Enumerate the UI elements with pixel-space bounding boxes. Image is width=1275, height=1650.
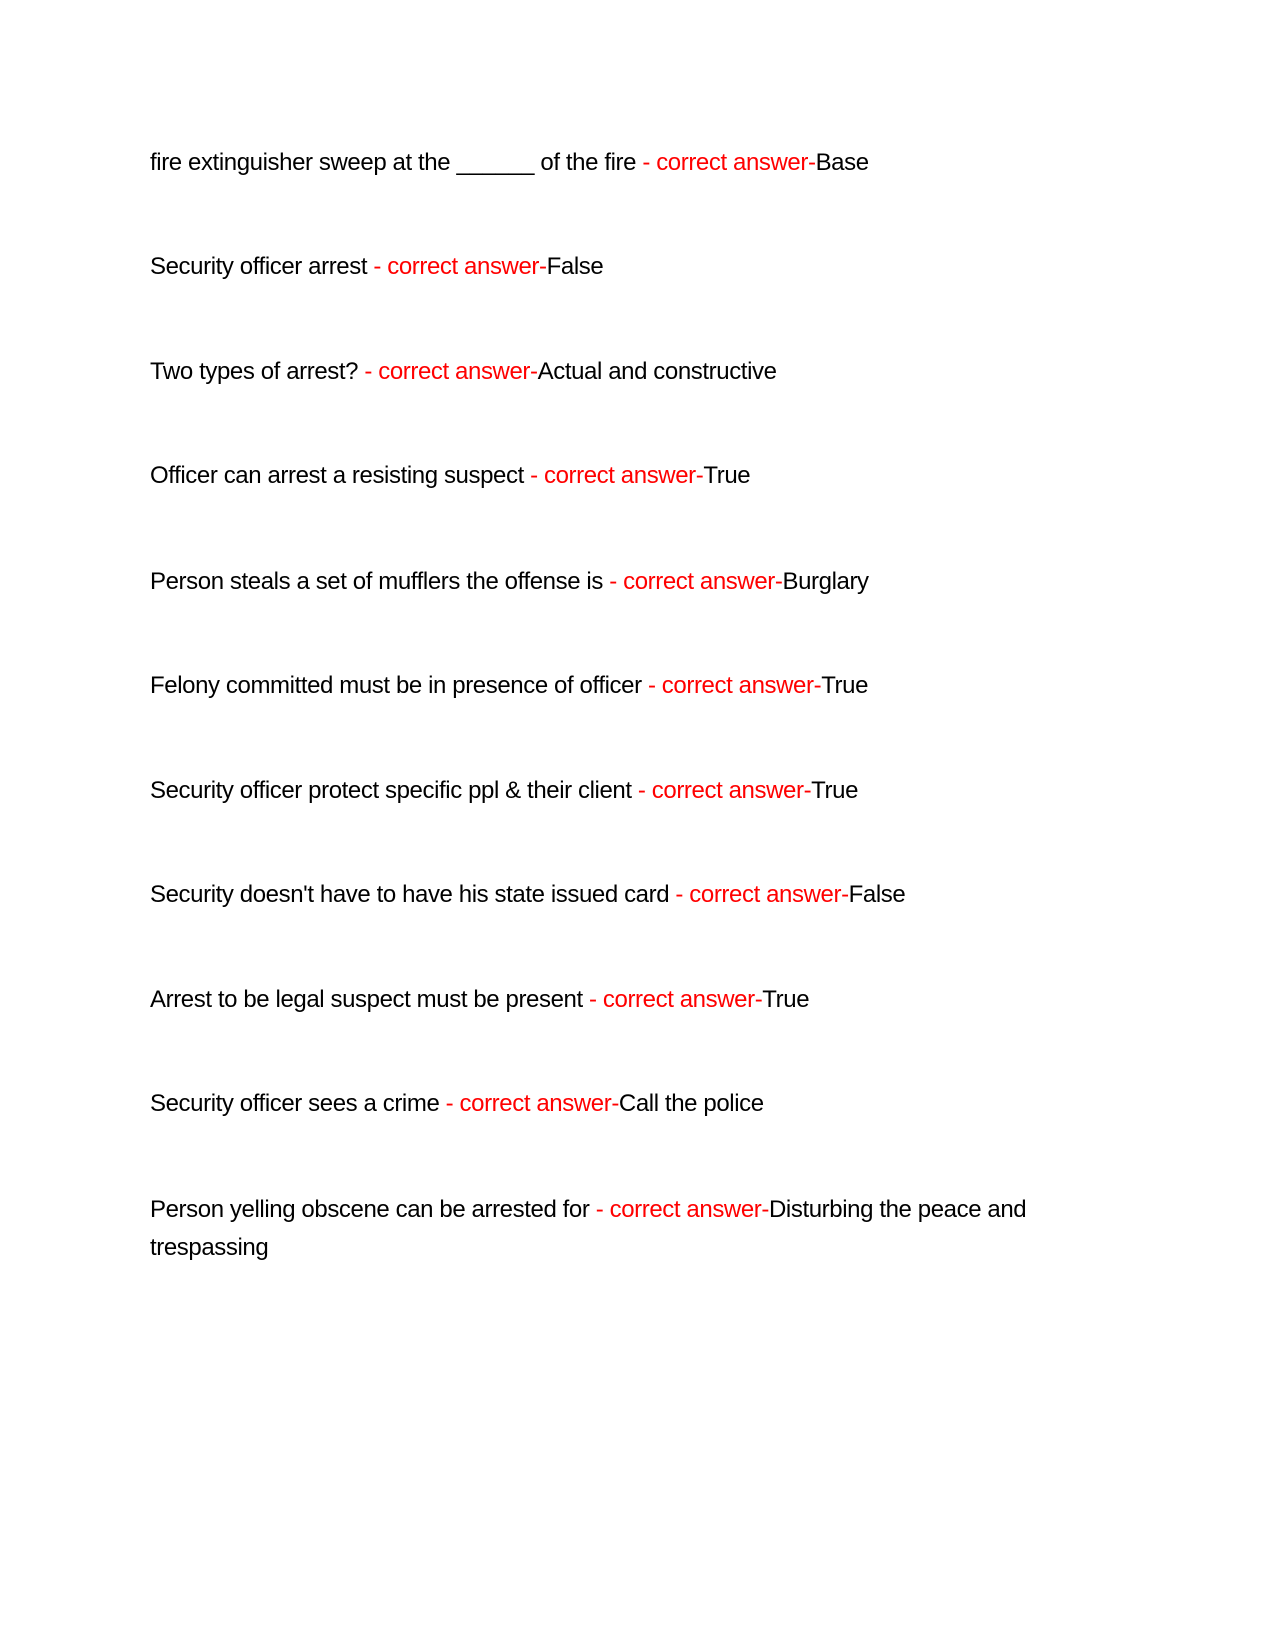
answer-text: True	[703, 462, 751, 489]
qa-item	[150, 876, 1130, 914]
correct-answer-label: - correct answer-	[358, 358, 538, 385]
answer-text: Base	[815, 149, 869, 176]
correct-answer-label: - correct answer-	[631, 777, 812, 804]
qa-item	[150, 353, 1130, 391]
qa-item	[150, 1191, 1110, 1267]
qa-item	[150, 981, 1130, 1019]
answer-text: True	[762, 986, 810, 1013]
question-text: Security officer arrest	[150, 253, 368, 280]
correct-answer-label: - correct answer-	[636, 149, 816, 176]
correct-answer-label: - correct answer-	[582, 986, 763, 1013]
answer-text: Actual and constructive	[537, 358, 777, 385]
answer-text: Disturbing the peace and trespassing	[150, 1196, 1027, 1261]
qa-item	[150, 144, 1130, 182]
question-text: Two types of arrest?	[150, 358, 359, 385]
qa-item	[150, 248, 1130, 286]
correct-answer-label: - correct answer-	[367, 253, 547, 280]
correct-answer-label: - correct answer-	[602, 568, 783, 595]
question-text: Person yelling obscene can be arrested for	[150, 1196, 590, 1223]
answer-text: False	[848, 881, 906, 908]
qa-item	[150, 457, 1130, 495]
answer-text: True	[811, 777, 859, 804]
correct-answer-label: - correct answer-	[589, 1196, 769, 1223]
correct-answer-label: - correct answer-	[523, 462, 704, 489]
qa-item	[150, 563, 1130, 601]
question-text: Felony committed must be in presence of officer	[150, 672, 642, 699]
question-text: Officer can arrest a resisting suspect	[150, 462, 524, 489]
answer-text: True	[821, 672, 869, 699]
question-text: Security doesn't have to have his state issued card	[150, 881, 670, 908]
question-text: Person steals a set of mufflers the offense is	[150, 568, 603, 595]
correct-answer-label: - correct answer-	[641, 672, 822, 699]
correct-answer-label: - correct answer-	[439, 1090, 619, 1117]
qa-item	[150, 667, 1130, 705]
answer-text: False	[546, 253, 604, 280]
question-text: Arrest to be legal suspect must be present	[150, 986, 583, 1013]
answer-text: Call the police	[618, 1090, 764, 1117]
qa-item	[150, 772, 1130, 810]
question-text: Security officer sees a crime	[150, 1090, 440, 1117]
answer-text: Burglary	[782, 568, 869, 595]
qa-item	[150, 1085, 1130, 1123]
question-text: fire extinguisher sweep at the ______ of the fire	[150, 149, 637, 176]
question-text: Security officer protect specific ppl & their client	[150, 777, 632, 804]
correct-answer-label: - correct answer-	[669, 881, 849, 908]
